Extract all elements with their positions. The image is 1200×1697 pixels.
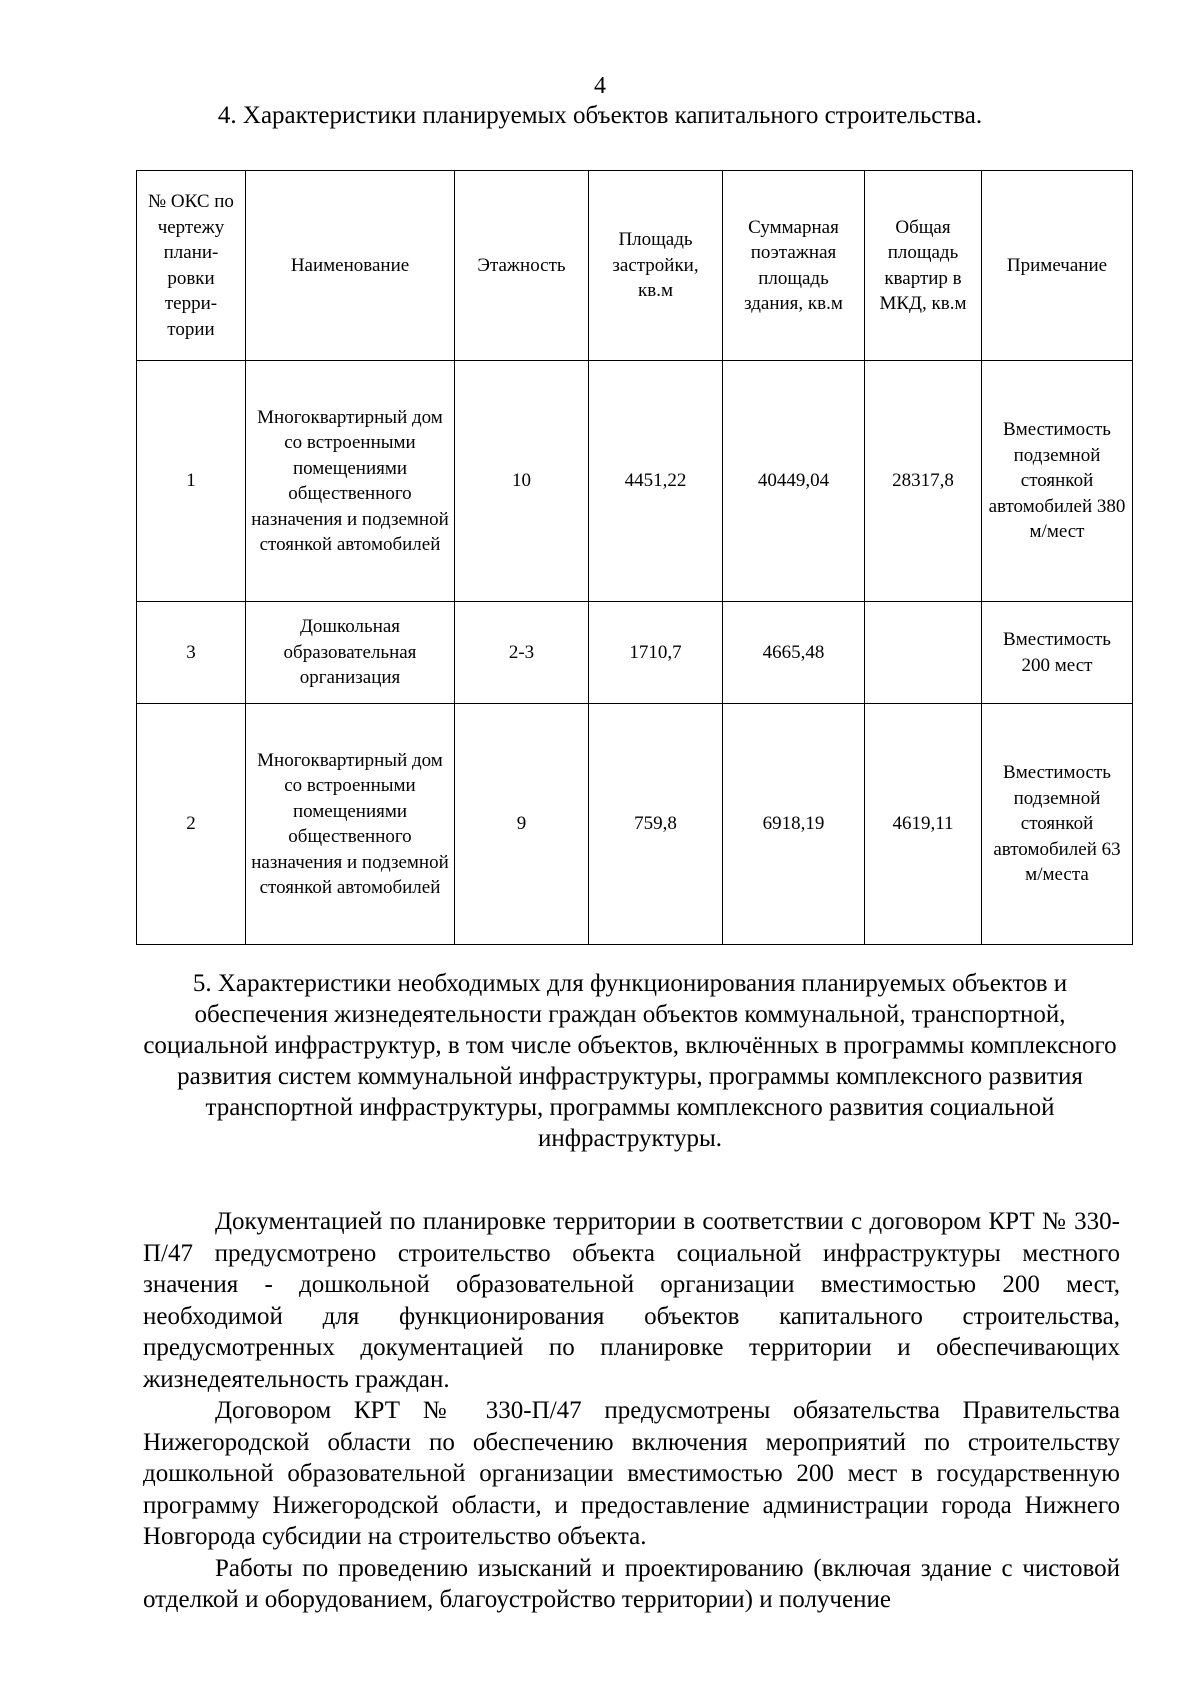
table-row	[137, 704, 1133, 945]
cell-name: Многоквартирный дом со встроенными помещениями общественного назначения и подземной стоянкой автомобилей	[246, 704, 455, 945]
header-total-floor-area: Суммарная поэтажная площадь здания, кв.м	[723, 171, 865, 361]
cell-oks-no: 1	[137, 361, 246, 602]
cell-floors: 2-3	[455, 602, 589, 704]
cell-note: Вместимость подземной стоянкой автомобилей 63 м/места	[982, 704, 1133, 945]
cell-apartments-area: 4619,11	[865, 704, 982, 945]
table-header-row	[137, 171, 1133, 361]
section-5-title: 5. Характеристики необходимых для функционирования планируемых объектов и обеспечения жизнедеятельности граждан объектов коммунальной, транспортной, социальной инфраструктур, в том числе объектов, включённых в программы комплексного развития систем коммунальной инфраструктуры, программы комплексного развития транспортной инфраструктуры, программы комплексного развития социальной инфраструктуры.	[143, 970, 1117, 1152]
table-row	[137, 602, 1133, 704]
cell-oks-no: 2	[137, 704, 246, 945]
cell-total-floor-area: 6918,19	[723, 704, 865, 945]
header-note: Примечание	[982, 171, 1133, 361]
cell-floors: 9	[455, 704, 589, 945]
cell-floors: 10	[455, 361, 589, 602]
header-footprint: Площадь застройки, кв.м	[589, 171, 723, 361]
header-apartments-area: Общая площадь квартир в МКД, кв.м	[865, 171, 982, 361]
cell-footprint: 759,8	[589, 704, 723, 945]
header-floors: Этажность	[455, 171, 589, 361]
cell-total-floor-area: 40449,04	[723, 361, 865, 602]
cell-apartments-area: 28317,8	[865, 361, 982, 602]
cell-apartments-area	[865, 602, 982, 704]
section-4-title: 4. Характеристики планируемых объектов капитального строительства.	[217, 102, 983, 129]
oks-characteristics-table	[136, 170, 1133, 945]
header-name: Наименование	[246, 171, 455, 361]
page-number: 4	[594, 73, 606, 99]
cell-note: Вместимость подземной стоянкой автомобилей 380 м/мест	[982, 361, 1133, 602]
body-paragraph: Договором КРТ № 330-П/47 предусмотрены обязательства Правительства Нижегородской области по обеспечению включения мероприятий по строительству дошкольной образовательной организации вместимостью 200 мест в государственную программу Нижегородской области, и предоставление администрации города Нижнего Новгорода субсидии на строительство объекта.	[143, 1397, 1120, 1550]
cell-name: Дошкольная образовательная организация	[246, 602, 455, 704]
body-paragraph: Документацией по планировке территории в соответствии с договором КРТ № 330-П/47 предусмотрено строительство объекта социальной инфраструктуры местного значения - дошкольной образовательной организации вместимостью 200 мест, необходимой для функционирования объектов капитального строительства, предусмотренных документацией по планировке территории и обеспечивающих жизнедеятельность граждан.	[143, 1208, 1120, 1393]
cell-footprint: 4451,22	[589, 361, 723, 602]
table-row	[137, 361, 1133, 602]
cell-note: Вместимость 200 мест	[982, 602, 1133, 704]
cell-name: Многоквартирный дом со встроенными помещениями общественного назначения и подземной стоянкой автомобилей	[246, 361, 455, 602]
cell-footprint: 1710,7	[589, 602, 723, 704]
body-paragraph: Работы по проведению изысканий и проектированию (включая здание с чистовой отделкой и оборудованием, благоустройство территории) и получение	[143, 1554, 1120, 1613]
cell-oks-no: 3	[137, 602, 246, 704]
cell-total-floor-area: 4665,48	[723, 602, 865, 704]
section-5-body	[143, 1206, 1120, 1616]
header-oks-no: № ОКС по чертежу плани-ровки терри-тории	[137, 171, 246, 361]
